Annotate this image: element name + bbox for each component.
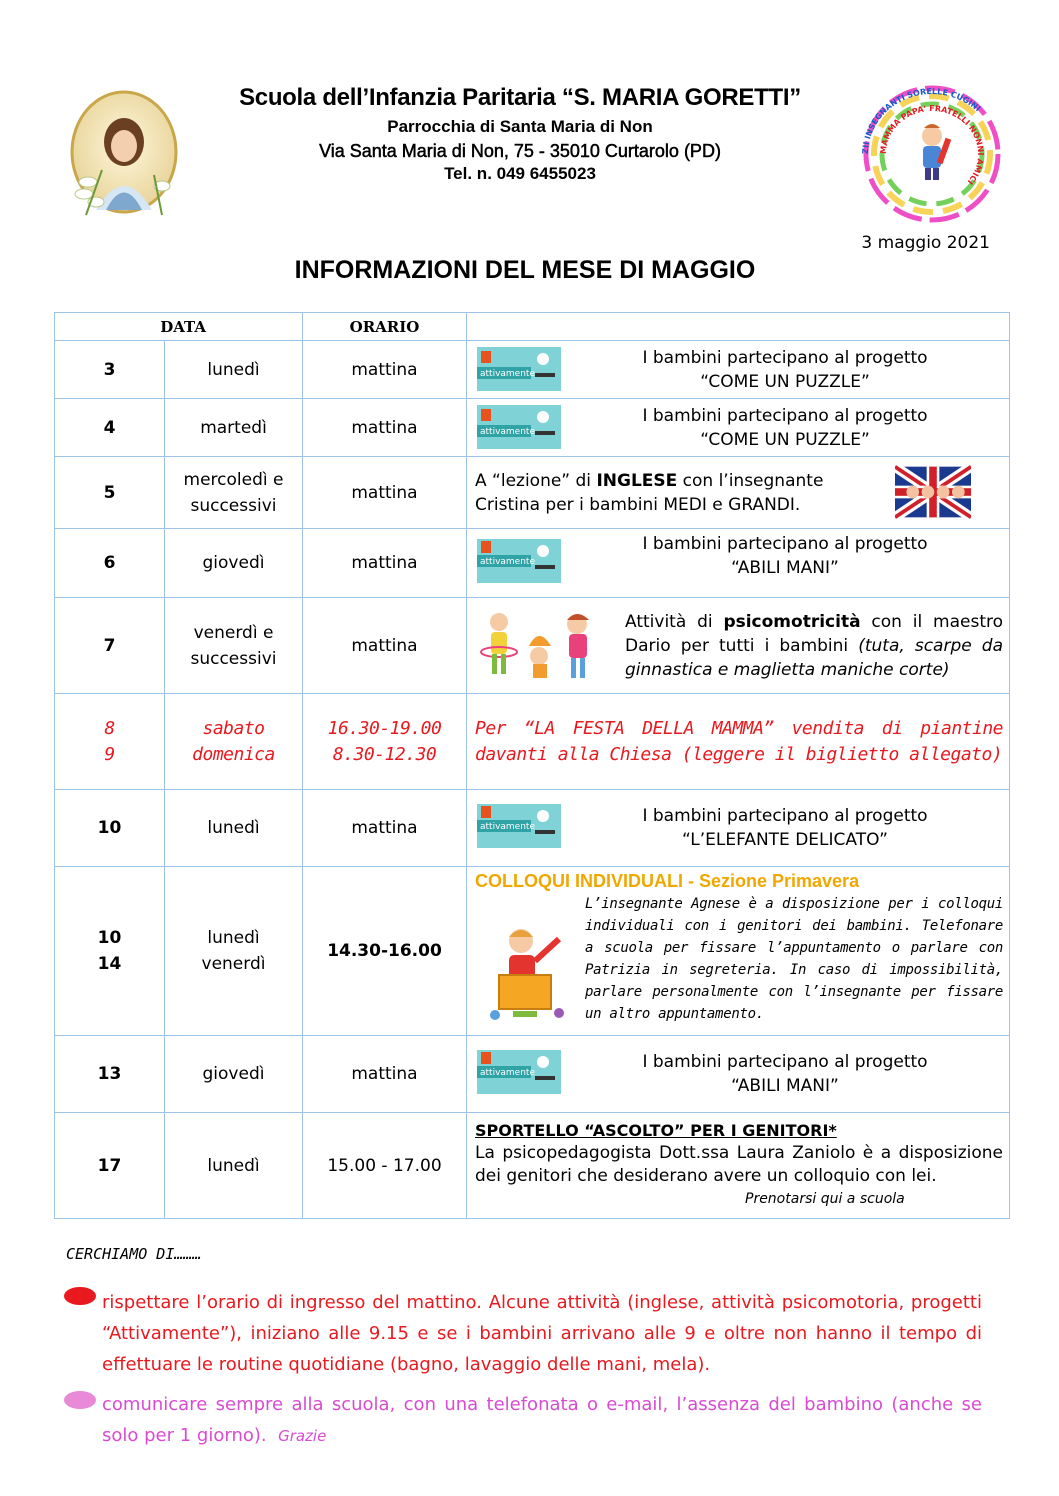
row-date-number: 7 — [55, 598, 165, 694]
sportello-note: Prenotarsi qui a scuola — [745, 1190, 905, 1207]
row-description — [467, 399, 1010, 457]
svg-text:attivamente: attivamente — [480, 557, 535, 567]
row-weekday: mercoledì e successivi — [165, 457, 303, 529]
table-row — [55, 529, 1010, 598]
table-row — [55, 341, 1010, 399]
table-row — [55, 1113, 1010, 1219]
attivamente-image — [477, 539, 561, 583]
colloqui-heading: COLLOQUI INDIVIDUALI - Sezione Primavera — [475, 871, 860, 891]
family-circle-logo — [852, 84, 1012, 224]
row-time: mattina — [303, 598, 467, 694]
row-date-number: 10 — [55, 790, 165, 867]
table-row — [55, 399, 1010, 457]
school-name: Scuola dell’Infanzia Paritaria “S. MARIA GORETTI” — [239, 84, 801, 111]
row-weekday: lunedì — [165, 341, 303, 399]
svg-text:attivamente: attivamente — [480, 369, 535, 379]
row-description — [467, 1036, 1010, 1113]
attivamente-image — [477, 347, 561, 391]
table-row — [55, 867, 1010, 1036]
row-time: mattina — [303, 341, 467, 399]
logo-text-outer: ZII INSEGNANTI SORELLE CUGINI — [860, 86, 983, 155]
english-lesson-text: A “lezione” di INGLESE con l’insegnante Cristina per i bambini MEDI e GRANDI. — [475, 470, 824, 515]
row-weekday: venerdì e successivi — [165, 598, 303, 694]
svg-text:attivamente: attivamente — [480, 822, 535, 832]
sportello-heading: SPORTELLO “ASCOLTO” PER I GENITORI* — [475, 1120, 837, 1140]
header-description — [467, 313, 1010, 341]
row-weekday: giovedì — [165, 1036, 303, 1113]
table-row — [55, 790, 1010, 867]
row-description — [467, 790, 1010, 867]
row-weekday: giovedì — [165, 529, 303, 598]
header-data: DATA — [55, 313, 303, 341]
sportello-body: La psicopedagogista Dott.ssa Laura Zaniolo è a disposizione dei genitori che desiderano avere un colloquio con lei. — [475, 1142, 1003, 1186]
row-time: 14.30-16.00 — [303, 867, 467, 1036]
svg-text:attivamente: attivamente — [480, 1068, 535, 1078]
project-name: “ABILI MANI” — [731, 558, 839, 578]
row-time: mattina — [303, 1036, 467, 1113]
table-row — [55, 457, 1010, 529]
row-weekday: sabato domenica — [165, 694, 303, 790]
row-time: mattina — [303, 790, 467, 867]
row-description — [467, 341, 1010, 399]
row-date-number: 17 — [55, 1113, 165, 1219]
row-date-number: 3 — [55, 341, 165, 399]
psychomotor-text: Attività di psicomotricità con il maestro Dario per tutti i bambini (tuta, scarpe da ginnastica e maglietta maniche corte) — [625, 611, 1003, 680]
row-description — [467, 529, 1010, 598]
row-date-number: 5 — [55, 457, 165, 529]
child-drawing-image — [479, 919, 575, 1025]
project-line: I bambini partecipano al progetto — [642, 534, 928, 554]
row-time: mattina — [303, 529, 467, 598]
uk-flag-icon — [895, 465, 971, 519]
project-name: “L’ELEFANTE DELICATO” — [682, 830, 888, 850]
project-name: “COME UN PUZZLE” — [700, 429, 870, 450]
header-orario: ORARIO — [303, 313, 467, 341]
saint-portrait-image — [66, 90, 182, 220]
note-arrival-time: rispettare l’orario di ingresso del mattino. Alcune attività (inglese, attività psicomotoria, progetti “Attivamente”), iniziano alle 9.15 e se i bambini arrivano alle 9 e oltre non hanno il tempo di effettuare le routine quotidiane (bagno, lavaggio delle mani, mela). — [102, 1292, 982, 1375]
table-row — [55, 598, 1010, 694]
row-date-number: 4 — [55, 399, 165, 457]
project-line: I bambini partecipano al progetto — [642, 405, 928, 426]
attivamente-image — [477, 1050, 561, 1094]
row-date-number: 10 14 — [55, 867, 165, 1036]
attivamente-image — [477, 804, 561, 848]
kids-playing-image — [477, 606, 613, 686]
table-row — [55, 1036, 1010, 1113]
table-row — [55, 694, 1010, 790]
document-date: 3 maggio 2021 — [861, 233, 990, 253]
row-description — [467, 1113, 1010, 1219]
school-address: Via Santa Maria di Non, 75 - 35010 Curtarolo (PD) — [319, 141, 721, 161]
row-weekday: lunedì venerdì — [165, 867, 303, 1036]
document-title: INFORMAZIONI DEL MESE DI MAGGIO — [294, 256, 756, 284]
table-header-row — [55, 313, 1010, 341]
row-weekday: lunedì — [165, 790, 303, 867]
row-time: 16.30-19.00 8.30-12.30 — [303, 694, 467, 790]
school-phone: Tel. n. 049 6455023 — [444, 164, 596, 183]
project-line: I bambini partecipano al progetto — [642, 806, 928, 826]
row-date-number: 6 — [55, 529, 165, 598]
row-weekday: lunedì — [165, 1113, 303, 1219]
cerchiamo-heading: CERCHIAMO DI……… — [66, 1245, 202, 1263]
row-time: mattina — [303, 399, 467, 457]
project-name: “COME UN PUZZLE” — [700, 371, 870, 392]
row-date-number: 8 9 — [55, 694, 165, 790]
row-date-number: 13 — [55, 1036, 165, 1113]
logo-text-inner: MAMMA PAPA' FRATELLI NONNI AMICI — [878, 103, 986, 187]
project-line: I bambini partecipano al progetto — [642, 347, 928, 368]
note-absence: comunicare sempre alla scuola, con una telefonata o e-mail, l’assenza del bambino (anche se solo per 1 giorno). Grazie — [102, 1394, 982, 1446]
colloqui-body: L’insegnante Agnese è a disposizione per i colloqui individuali con i genitori dei bambini. Telefonare a scuola per fissare l’appuntamento o parlare con Patrizia in segreteria. In caso di impossibilità, parlare personalmente con l’insegnante per fissare un altro appuntamento. — [585, 896, 1003, 1022]
row-description — [467, 867, 1010, 1036]
parish-name: Parrocchia di Santa Maria di Non — [387, 117, 653, 136]
row-weekday: martedì — [165, 399, 303, 457]
speech-bubble-icon — [64, 1287, 96, 1305]
speech-bubble-icon — [64, 1391, 96, 1409]
row-description — [467, 457, 1010, 529]
row-time: mattina — [303, 457, 467, 529]
row-description — [467, 598, 1010, 694]
monthly-schedule-table — [54, 312, 1010, 1219]
mothers-day-text: Per “LA FESTA DELLA MAMMA” vendita di piantine davanti alla Chiesa (leggere il biglietto allegato) — [467, 694, 1010, 790]
attivamente-image — [477, 405, 561, 449]
row-time: 15.00 - 17.00 — [303, 1113, 467, 1219]
project-line: I bambini partecipano al progetto — [642, 1052, 928, 1072]
svg-text:attivamente: attivamente — [480, 427, 535, 437]
project-name: “ABILI MANI” — [731, 1076, 839, 1096]
